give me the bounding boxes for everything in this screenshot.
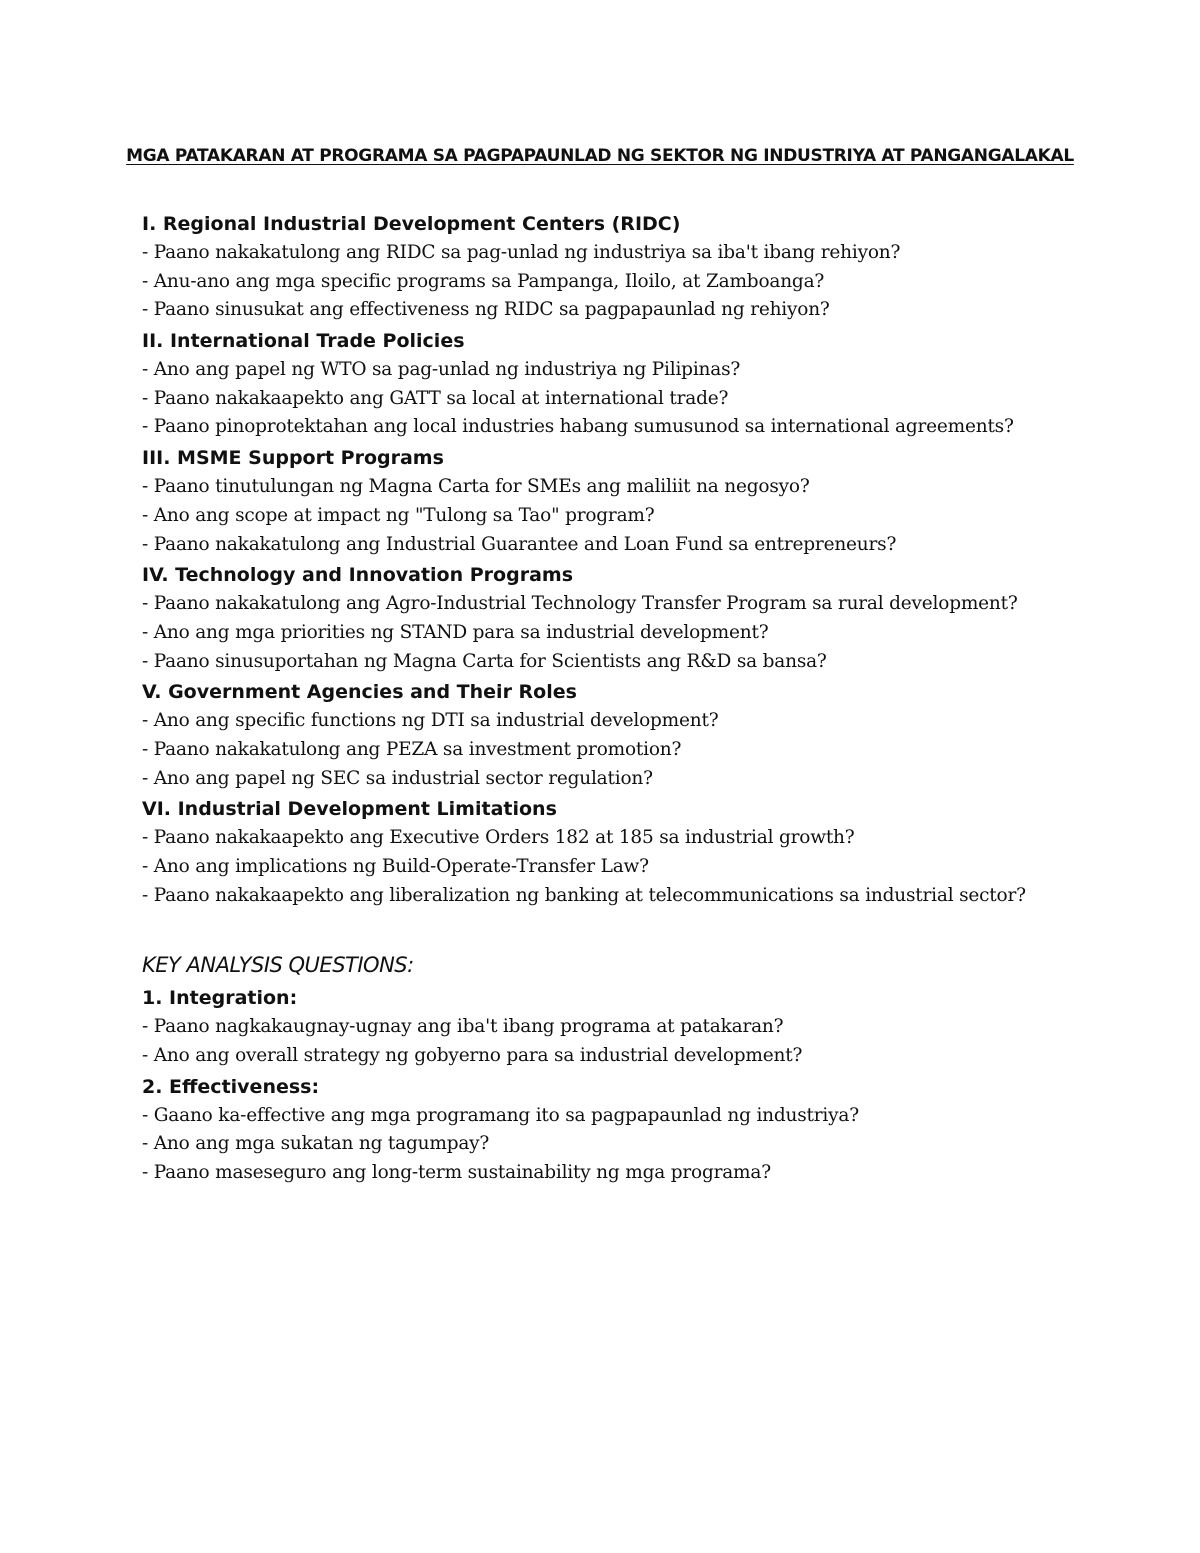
question-item: - Ano ang papel ng WTO sa pag-unlad ng industriya ng Pilipinas? [142,359,741,381]
analysis-item-integration [142,984,1162,1070]
question-item: - Anu-ano ang mga specific programs sa Pampanga, Iloilo, at Zamboanga? [142,270,825,292]
section-heading: III. MSME Support Programs [142,447,444,470]
question-item: - Paano nagkakaugnay-ugnay ang iba't ibang programa at patakaran? [142,1016,784,1038]
key-analysis-section [142,948,1162,1187]
section-heading: 1. Integration: [142,987,298,1010]
question-item: - Paano nakakaapekto ang Executive Orders 182 at 185 sa industrial growth? [142,827,855,849]
section-development-limitations [142,795,1162,910]
question-item: - Ano ang implications ng Build-Operate-Transfer Law? [142,856,649,877]
question-item: - Paano nakakaapekto ang liberalization ng banking at telecommunications sa industrial sector? [142,884,1026,906]
section-ridc [142,210,1162,325]
analysis-title: KEY ANALYSIS QUESTIONS: [142,953,414,978]
document-title: MGA PATAKARAN AT PROGRAMA SA PAGPAPAUNLAD NG SEKTOR NG INDUSTRIYA AT PANGANGALAKAL [126,146,1074,166]
question-item: - Paano nakakatulong ang RIDC sa pag-unlad ng industriya sa iba't ibang rehiyon? [142,242,901,263]
question-item: - Paano sinusukat ang effectiveness ng RIDC sa pagpapaunlad ng rehiyon? [142,299,830,321]
question-item: - Ano ang mga priorities ng STAND para sa industrial development? [142,621,769,643]
question-item: - Paano tinutulungan ng Magna Carta for SMEs ang maliliit na negosyo? [142,476,810,498]
section-heading: I. Regional Industrial Development Centers (RIDC) [142,213,681,235]
section-msme-support [142,444,1162,559]
document-body [142,208,1162,1188]
question-item: - Ano ang mga sukatan ng tagumpay? [142,1133,490,1155]
section-international-trade [142,327,1162,442]
question-item: - Ano ang papel ng SEC sa industrial sector regulation? [142,767,653,789]
question-item: - Ano ang overall strategy ng gobyerno para sa industrial development? [142,1045,803,1067]
section-heading: II. International Trade Policies [142,330,465,353]
question-item: - Paano nakakaapekto ang GATT sa local at international trade? [142,387,729,409]
question-item: - Ano ang specific functions ng DTI sa industrial development? [142,710,719,732]
section-heading: VI. Industrial Development Limitations [142,798,557,821]
section-technology-innovation [142,561,1162,676]
question-item: - Paano nakakatulong ang Agro-Industrial Technology Transfer Program sa rural development? [142,593,1018,615]
question-item: - Paano maseseguro ang long-term sustainability ng mga programa? [142,1162,771,1184]
question-item: - Paano sinusuportahan ng Magna Carta for Scientists ang R&D sa bansa? [142,650,827,672]
section-government-agencies [142,678,1162,793]
analysis-item-effectiveness [142,1073,1162,1188]
section-heading: 2. Effectiveness: [142,1075,320,1098]
section-heading: V. Government Agencies and Their Roles [142,681,577,704]
question-item: - Paano nakakatulong ang PEZA sa investment promotion? [142,738,682,760]
section-heading: IV. Technology and Innovation Programs [142,564,573,587]
question-item: - Gaano ka-effective ang mga programang ito sa pagpapaunlad ng industriya? [142,1104,859,1126]
question-item: - Ano ang scope at impact ng "Tulong sa Tao" program? [142,504,655,526]
question-item: - Paano nakakatulong ang Industrial Guarantee and Loan Fund sa entrepreneurs? [142,533,897,555]
question-item: - Paano pinoprotektahan ang local industries habang sumusunod sa international agreements? [142,416,1014,438]
